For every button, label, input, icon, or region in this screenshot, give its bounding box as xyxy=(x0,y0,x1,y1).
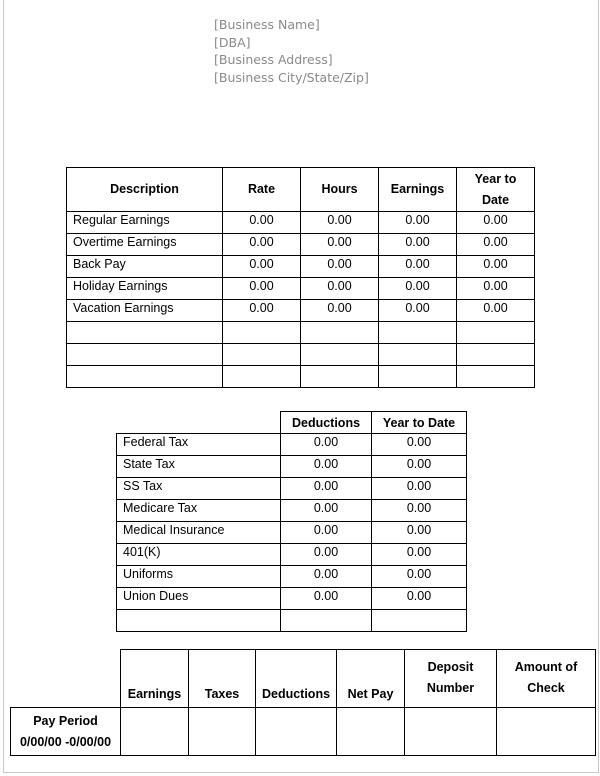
deduction-cell[interactable]: 0.00 xyxy=(281,566,372,588)
empty-cell[interactable] xyxy=(117,610,281,632)
header-hours: Hours xyxy=(301,168,379,212)
hours-cell[interactable]: 0.00 xyxy=(301,300,379,322)
ytd-cell[interactable]: 0.00 xyxy=(457,212,535,234)
table-row xyxy=(117,500,467,522)
ytd-cell[interactable]: 0.00 xyxy=(372,544,467,566)
summary-header-row xyxy=(11,650,596,708)
earnings-header-row xyxy=(67,168,535,212)
empty-cell[interactable] xyxy=(379,322,457,344)
rate-cell[interactable]: 0.00 xyxy=(223,212,301,234)
business-dba[interactable]: [DBA] xyxy=(214,34,251,50)
deposit-line2: Number xyxy=(426,680,475,695)
empty-cell[interactable] xyxy=(223,322,301,344)
deduction-cell[interactable]: 0.00 xyxy=(281,456,372,478)
row-label[interactable]: Vacation Earnings xyxy=(67,300,223,322)
row-label[interactable]: Medicare Tax xyxy=(117,500,281,522)
ytd-cell[interactable]: 0.00 xyxy=(372,522,467,544)
table-row xyxy=(117,588,467,610)
header-deductions: Deductions xyxy=(256,650,337,708)
header-earnings: Earnings xyxy=(379,168,457,212)
row-label[interactable]: SS Tax xyxy=(117,478,281,500)
header-description: Description xyxy=(67,168,223,212)
header-net-pay: Net Pay xyxy=(337,650,405,708)
deduction-cell[interactable]: 0.00 xyxy=(281,434,372,456)
header-deductions: Deductions xyxy=(281,412,372,434)
row-label[interactable]: Back Pay xyxy=(67,256,223,278)
row-label[interactable]: Overtime Earnings xyxy=(67,234,223,256)
earnings-cell[interactable]: 0.00 xyxy=(379,234,457,256)
ytd-line1: Year to xyxy=(474,171,517,186)
empty-cell[interactable] xyxy=(457,322,535,344)
ytd-cell[interactable]: 0.00 xyxy=(372,456,467,478)
deductions-table xyxy=(116,411,467,632)
ytd-cell[interactable]: 0.00 xyxy=(372,478,467,500)
header-blank xyxy=(117,412,281,434)
empty-cell[interactable] xyxy=(457,344,535,366)
rate-cell[interactable]: 0.00 xyxy=(223,256,301,278)
header-rate: Rate xyxy=(223,168,301,212)
empty-cell[interactable] xyxy=(379,344,457,366)
amount-line2: Check xyxy=(527,680,565,695)
table-row xyxy=(67,278,535,300)
table-row xyxy=(117,456,467,478)
row-label[interactable]: Regular Earnings xyxy=(67,212,223,234)
table-row xyxy=(117,544,467,566)
empty-cell[interactable] xyxy=(67,344,223,366)
ytd-line2: Date xyxy=(481,192,510,207)
deduction-cell[interactable]: 0.00 xyxy=(281,478,372,500)
hours-cell[interactable]: 0.00 xyxy=(301,212,379,234)
earnings-cell[interactable]: 0.00 xyxy=(379,256,457,278)
table-row-empty xyxy=(67,366,535,388)
table-row xyxy=(117,478,467,500)
ytd-cell[interactable]: 0.00 xyxy=(457,256,535,278)
earnings-cell[interactable]: 0.00 xyxy=(379,212,457,234)
earnings-value-cell[interactable] xyxy=(121,708,189,756)
ytd-cell[interactable]: 0.00 xyxy=(457,278,535,300)
row-label[interactable]: 401(K) xyxy=(117,544,281,566)
deposit-line1: Deposit xyxy=(427,659,474,674)
hours-cell[interactable]: 0.00 xyxy=(301,256,379,278)
pay-period-label: Pay Period xyxy=(33,713,98,728)
empty-cell[interactable] xyxy=(372,610,467,632)
empty-cell[interactable] xyxy=(223,366,301,388)
pay-period-value[interactable]: 0/00/00 -0/00/00 xyxy=(19,734,112,749)
row-label[interactable]: State Tax xyxy=(117,456,281,478)
row-label[interactable]: Union Dues xyxy=(117,588,281,610)
deduction-cell[interactable]: 0.00 xyxy=(281,588,372,610)
rate-cell[interactable]: 0.00 xyxy=(223,278,301,300)
net-pay-value-cell[interactable] xyxy=(337,708,405,756)
earnings-cell[interactable]: 0.00 xyxy=(379,278,457,300)
table-row xyxy=(67,300,535,322)
document-page xyxy=(3,0,599,773)
amount-of-check-value-cell[interactable] xyxy=(497,708,596,756)
table-row-empty xyxy=(67,322,535,344)
table-row-empty xyxy=(117,610,467,632)
ytd-cell[interactable]: 0.00 xyxy=(372,566,467,588)
earnings-table xyxy=(66,167,535,388)
row-label[interactable]: Federal Tax xyxy=(117,434,281,456)
amount-line1: Amount of xyxy=(514,659,578,674)
header-blank xyxy=(11,650,121,708)
ytd-cell[interactable]: 0.00 xyxy=(372,588,467,610)
empty-cell[interactable] xyxy=(301,366,379,388)
table-row xyxy=(67,212,535,234)
empty-cell[interactable] xyxy=(379,366,457,388)
row-label[interactable]: Medical Insurance xyxy=(117,522,281,544)
earnings-cell[interactable]: 0.00 xyxy=(379,300,457,322)
deduction-cell[interactable]: 0.00 xyxy=(281,522,372,544)
deposit-number-value-cell[interactable] xyxy=(405,708,497,756)
business-address[interactable]: [Business Address] xyxy=(214,52,333,67)
empty-cell[interactable] xyxy=(67,322,223,344)
header-taxes: Taxes xyxy=(189,650,256,708)
table-row xyxy=(117,566,467,588)
hours-cell[interactable]: 0.00 xyxy=(301,234,379,256)
ytd-cell[interactable]: 0.00 xyxy=(457,300,535,322)
table-row xyxy=(67,256,535,278)
rate-cell[interactable]: 0.00 xyxy=(223,234,301,256)
table-row xyxy=(117,522,467,544)
pay-summary-table xyxy=(10,649,596,756)
header-earnings: Earnings xyxy=(121,650,189,708)
pay-period-cell xyxy=(11,708,121,756)
empty-cell[interactable] xyxy=(301,322,379,344)
rate-cell[interactable]: 0.00 xyxy=(223,300,301,322)
deductions-value-cell[interactable] xyxy=(256,708,337,756)
summary-values-row xyxy=(11,708,596,756)
deduction-cell[interactable]: 0.00 xyxy=(281,544,372,566)
row-label[interactable]: Uniforms xyxy=(117,566,281,588)
hours-cell[interactable]: 0.00 xyxy=(301,278,379,300)
empty-cell[interactable] xyxy=(281,610,372,632)
row-label[interactable]: Holiday Earnings xyxy=(67,278,223,300)
empty-cell[interactable] xyxy=(457,366,535,388)
ytd-cell[interactable]: 0.00 xyxy=(457,234,535,256)
ytd-cell[interactable]: 0.00 xyxy=(372,500,467,522)
business-city-state-zip[interactable]: [Business City/State/Zip] xyxy=(214,69,369,85)
empty-cell[interactable] xyxy=(301,344,379,366)
ytd-cell[interactable]: 0.00 xyxy=(372,434,467,456)
header-amount-of-check xyxy=(497,650,596,708)
table-row-empty xyxy=(67,344,535,366)
deductions-header-row xyxy=(117,412,467,434)
business-name[interactable]: [Business Name] xyxy=(214,17,320,32)
header-year-to-date xyxy=(457,168,535,212)
header-ytd: Year to Date xyxy=(372,412,467,434)
empty-cell[interactable] xyxy=(223,344,301,366)
empty-cell[interactable] xyxy=(67,366,223,388)
table-row xyxy=(67,234,535,256)
table-row xyxy=(117,434,467,456)
taxes-value-cell[interactable] xyxy=(189,708,256,756)
business-info xyxy=(214,16,369,86)
deduction-cell[interactable]: 0.00 xyxy=(281,500,372,522)
header-deposit-number xyxy=(405,650,497,708)
